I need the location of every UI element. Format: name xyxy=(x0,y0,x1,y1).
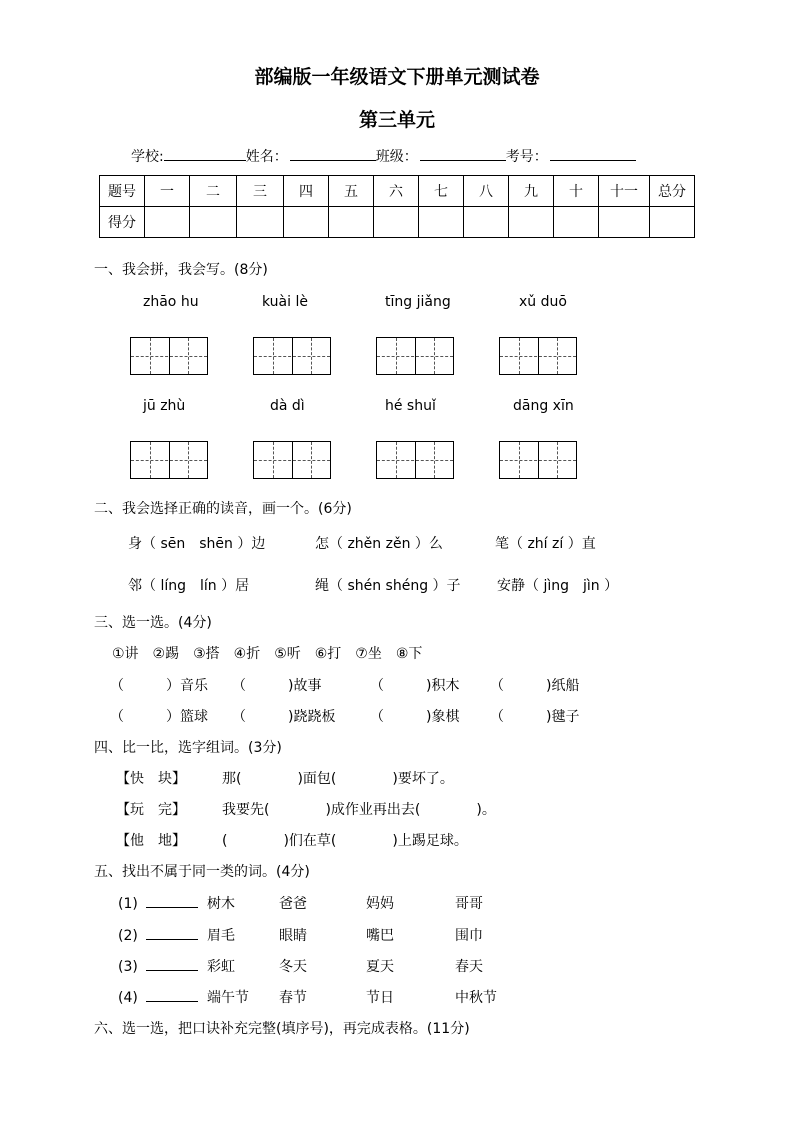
section3-title: 三、选一选。(4分) xyxy=(94,615,212,631)
compare-sentence[interactable]: 那( )面包( )要坏了。 xyxy=(222,771,454,787)
char-pair: 【玩 完】 xyxy=(116,802,186,818)
table-cell: 四 xyxy=(284,176,329,207)
table-cell: 三 xyxy=(237,176,284,207)
school-blank[interactable] xyxy=(164,146,246,161)
item-number: (4) xyxy=(118,990,138,1006)
reading-choice[interactable]: 邻（ líng lín ）居 xyxy=(128,578,250,594)
pinyin-label: dāng xīn xyxy=(513,398,574,414)
item-number: (1) xyxy=(118,896,138,912)
writing-grid[interactable] xyxy=(499,441,577,479)
score-row xyxy=(100,207,695,238)
answer-blank[interactable] xyxy=(146,925,198,940)
char-pair: 【他 地】 xyxy=(116,833,186,849)
fill-blank[interactable]: （ )故事 xyxy=(232,678,322,694)
answer-blank[interactable] xyxy=(146,987,198,1002)
char-pair: 【快 块】 xyxy=(116,771,186,787)
pinyin-label: xǔ duō xyxy=(519,294,567,310)
answer-blank[interactable] xyxy=(146,893,198,908)
score-cell[interactable] xyxy=(374,207,419,238)
table-cell: 九 xyxy=(509,176,554,207)
answer-blank[interactable] xyxy=(146,956,198,971)
reading-choice[interactable]: 安静（ jìng jìn ） xyxy=(497,578,619,594)
fill-blank[interactable]: （ )毽子 xyxy=(490,709,580,725)
compare-sentence[interactable]: ( )们在草( )上踢足球。 xyxy=(222,833,468,849)
word: 冬天 xyxy=(279,959,307,975)
word: 春天 xyxy=(455,959,483,975)
pinyin-label: zhāo hu xyxy=(143,294,199,310)
fill-blank[interactable]: （ )纸船 xyxy=(490,678,580,694)
table-cell: 一 xyxy=(145,176,190,207)
score-cell[interactable] xyxy=(284,207,329,238)
list-item xyxy=(118,893,198,912)
table-cell: 二 xyxy=(190,176,237,207)
table-cell: 八 xyxy=(464,176,509,207)
table-cell: 总分 xyxy=(650,176,695,207)
word: 妈妈 xyxy=(366,896,394,912)
score-cell[interactable] xyxy=(650,207,695,238)
section5-title: 五、找出不属于同一类的词。(4分) xyxy=(94,864,310,880)
fill-blank[interactable]: （ )积木 xyxy=(370,678,460,694)
word: 眉毛 xyxy=(207,928,235,944)
writing-grid[interactable] xyxy=(499,337,577,375)
word: 爸爸 xyxy=(279,896,307,912)
class-label: 班级： xyxy=(375,149,418,165)
reading-choice[interactable]: 怎（ zhěn zěn ）么 xyxy=(315,536,443,552)
score-cell[interactable] xyxy=(190,207,237,238)
table-cell: 十一 xyxy=(599,176,650,207)
item-number: (2) xyxy=(118,928,138,944)
name-blank[interactable] xyxy=(290,146,376,161)
table-cell: 得分 xyxy=(100,207,145,238)
number-blank[interactable] xyxy=(550,146,636,161)
list-item xyxy=(118,956,198,975)
reading-choice[interactable]: 身（ sēn shēn ）边 xyxy=(128,536,266,552)
fill-blank[interactable]: （ ）音乐 xyxy=(110,678,208,694)
table-cell: 五 xyxy=(329,176,374,207)
number-label: 考号： xyxy=(505,149,548,165)
class-blank[interactable] xyxy=(420,146,506,161)
section2-title: 二、我会选择正确的读音，画一个。(6分) xyxy=(94,501,352,517)
score-cell[interactable] xyxy=(464,207,509,238)
fill-blank[interactable]: （ ）篮球 xyxy=(110,709,208,725)
score-header-row xyxy=(100,176,695,207)
pinyin-label: jū zhù xyxy=(143,398,186,414)
section1-title: 一、我会拼，我会写。(8分) xyxy=(94,262,268,278)
table-cell: 十 xyxy=(554,176,599,207)
name-label: 姓名： xyxy=(245,149,288,165)
score-cell[interactable] xyxy=(237,207,284,238)
pinyin-label: hé shuǐ xyxy=(385,398,436,414)
pinyin-label: tīng jiǎng xyxy=(385,294,451,310)
score-cell[interactable] xyxy=(145,207,190,238)
score-cell[interactable] xyxy=(509,207,554,238)
list-item xyxy=(118,987,198,1006)
fill-blank[interactable]: （ )跷跷板 xyxy=(232,709,336,725)
unit-subtitle: 第三单元 xyxy=(358,109,435,131)
score-cell[interactable] xyxy=(329,207,374,238)
score-cell[interactable] xyxy=(554,207,599,238)
writing-grid[interactable] xyxy=(130,337,208,375)
word: 端午节 xyxy=(207,990,249,1006)
word: 彩虹 xyxy=(207,959,235,975)
word: 夏天 xyxy=(366,959,394,975)
score-table xyxy=(99,175,695,238)
writing-grid[interactable] xyxy=(376,337,454,375)
word: 树木 xyxy=(207,896,235,912)
writing-grid[interactable] xyxy=(253,441,331,479)
word: 节日 xyxy=(366,990,394,1006)
section6-title: 六、选一选，把口诀补充完整(填序号)，再完成表格。(11分) xyxy=(94,1021,470,1037)
word: 眼睛 xyxy=(279,928,307,944)
table-cell: 题号 xyxy=(100,176,145,207)
item-number: (3) xyxy=(118,959,138,975)
list-item xyxy=(118,925,198,944)
section4-title: 四、比一比，选字组词。(3分) xyxy=(94,740,282,756)
reading-choice[interactable]: 绳（ shén shéng ）子 xyxy=(315,578,461,594)
word: 嘴巴 xyxy=(366,928,394,944)
word: 围巾 xyxy=(455,928,483,944)
table-cell: 六 xyxy=(374,176,419,207)
writing-grid[interactable] xyxy=(376,441,454,479)
reading-choice[interactable]: 笔（ zhí zí ）直 xyxy=(495,536,596,552)
writing-grid[interactable] xyxy=(253,337,331,375)
table-cell: 七 xyxy=(419,176,464,207)
school-label: 学校: xyxy=(131,149,164,165)
exam-title: 部编版一年级语文下册单元测试卷 xyxy=(254,66,540,88)
compare-sentence[interactable]: 我要先( )成作业再出去( )。 xyxy=(222,802,496,818)
verb-options: ①讲 ②踢 ③搭 ④折 ⑤听 ⑥打 ⑦坐 ⑧下 xyxy=(112,646,423,662)
pinyin-label: kuài lè xyxy=(262,294,308,310)
writing-grid[interactable] xyxy=(130,441,208,479)
word: 哥哥 xyxy=(455,896,483,912)
info-line xyxy=(131,146,636,166)
score-cell[interactable] xyxy=(599,207,650,238)
score-cell[interactable] xyxy=(419,207,464,238)
word: 春节 xyxy=(279,990,307,1006)
fill-blank[interactable]: （ )象棋 xyxy=(370,709,460,725)
pinyin-label: dà dì xyxy=(270,398,305,414)
word: 中秋节 xyxy=(455,990,497,1006)
